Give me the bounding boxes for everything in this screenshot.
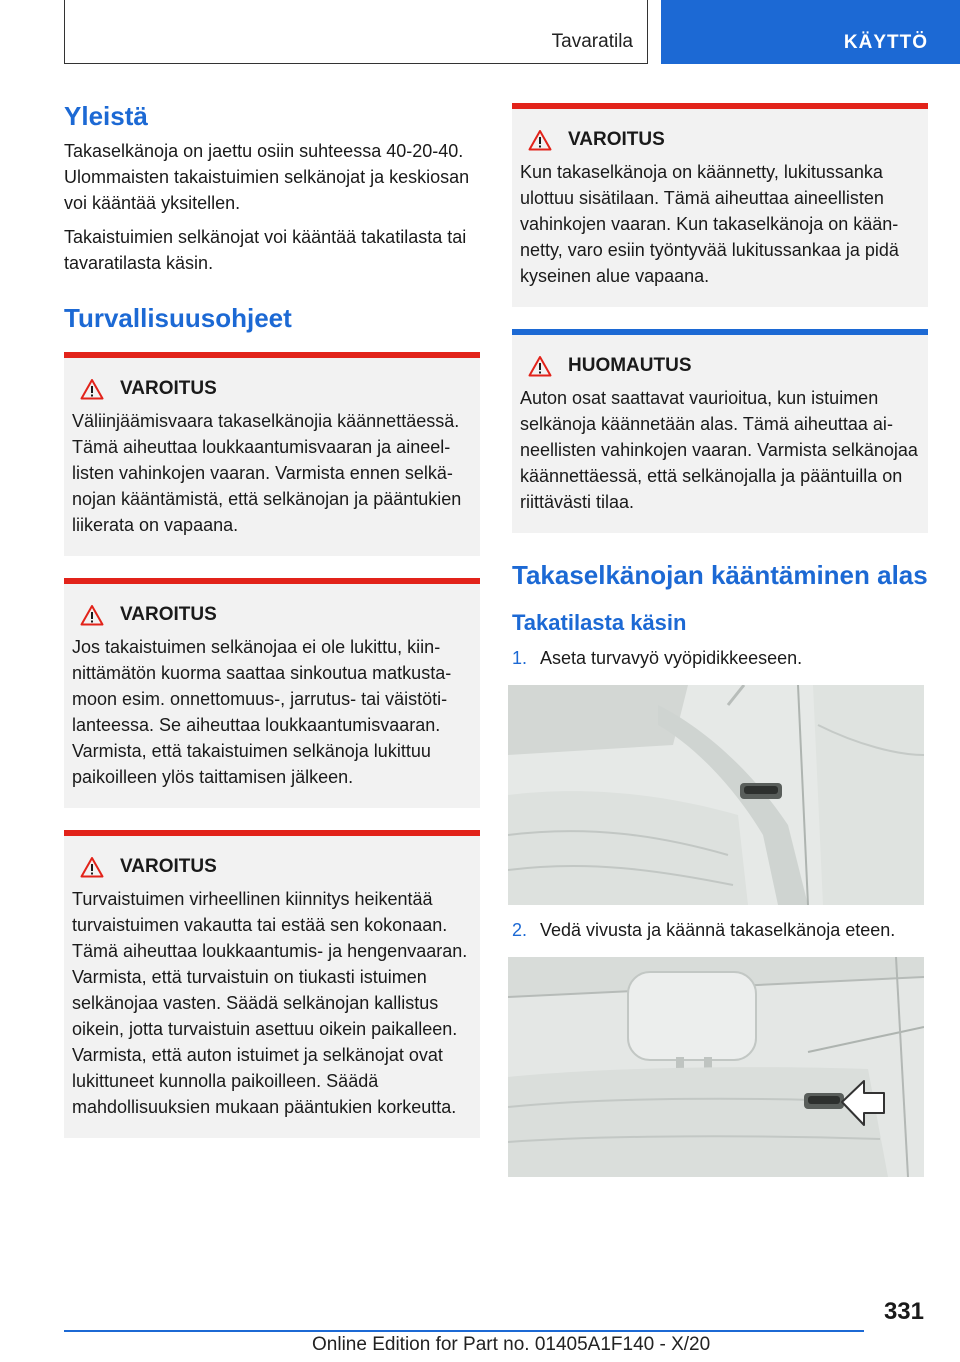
warning-triangle-icon [80, 604, 104, 626]
step-text: Vedä vivusta ja käännä takaselkänoja eteen. [540, 920, 896, 940]
header-chapter-title: KÄYTTÖ [843, 32, 928, 53]
notice-title: HUOMAUTUS [568, 355, 692, 376]
warning-box-3 [64, 830, 480, 1138]
left-column [64, 100, 480, 1160]
warning-box-1 [64, 352, 480, 556]
notice-triangle-icon [528, 355, 552, 377]
warning-triangle-icon [80, 378, 104, 400]
warning-text: Väliinjäämisvaara takaselkänojia käännettäessä. Tämä aiheuttaa loukkaantumisvaaran ja aineellisten vahinkojen vaaran. Varmista ennen selkänojan kääntämistä, että selkänojan ja pääntukien liikerata on vapaana. [72, 411, 462, 535]
heading-fold-down: Takaselkänojan kääntäminen alas [512, 560, 928, 590]
warning-text: Kun takaselkänoja on käännetty, lukitussanka ulottuu sisätilaan. Tämä aiheuttaa aineellisten vahinkojen vaaran. Kun takaselkänoja on käännetty, varo esiin työntyvää lukitussankaa ja pidä kyseinen alue vapaana. [520, 162, 899, 286]
notice-text: Auton osat saattavat vaurioitua, kun istuimen selkänoja käännetään alas. Tämä aiheuttaa aineellisten vahinkojen vaaran. Varmista selkänojaa käännettäessä, että selkänojalla ja pääntuilla on riittävästi tilaa. [520, 388, 918, 512]
paragraph-general-2: Takaistuimien selkänojat voi kääntää takatilasta tai tavaratilasta käsin. [64, 227, 467, 273]
warning-triangle-icon [80, 856, 104, 878]
step-item [512, 917, 928, 943]
warning-title: VAROITUS [568, 129, 665, 150]
illustration-seatbelt-holder [508, 685, 924, 905]
warning-title: VAROITUS [120, 856, 217, 877]
header-section-box [64, 0, 648, 64]
notice-box [512, 329, 928, 533]
footer-edition: Online Edition for Part no. 01405A1F140 - X/20 [312, 1334, 711, 1355]
warning-text: Turvaistuimen virheellinen kiinnitys heikentää turvaistuimen vakautta tai estää sen kokonaan. Tämä aiheuttaa loukkaantumis- ja hengenvaaran. Varmista, että turvaistuin on tiukasti istuimen selkänojaa vasten. Säädä selkänojan kallistus oikein, jotta turvaistuin asettuu oikein paikalleen. Varmista, että auton istuimet ja selkänojat ovat lukittuneet kunnolla paikoilleen. Säädä mahdollisuuksien mukaan pääntukien korkeutta. [72, 889, 468, 1117]
step-item [512, 645, 928, 671]
step-number: 2. [512, 920, 528, 940]
warning-text: Jos takaistuimen selkänojaa ei ole lukittu, kiinnittämätön kuorma saattaa sinkoutua matkustamoon esim. onnettomuus-, jarrutus- tai väistötilanteessa. Se aiheuttaa loukkaantumisvaaran. Varmista, että takaistuimen selkänoja lukittuu paikoilleen ylös taittamisen jälkeen. [72, 637, 452, 787]
warning-box-4 [512, 103, 928, 307]
heading-general: Yleistä [64, 101, 148, 131]
step-text: Aseta turvavyö vyöpidikkeeseen. [540, 648, 803, 668]
heading-from-rear: Takatilasta käsin [512, 610, 687, 635]
warning-title: VAROITUS [120, 604, 217, 625]
heading-safety: Turvallisuusohjeet [64, 303, 292, 333]
warning-triangle-icon [528, 129, 552, 151]
paragraph-general-1: Takaselkänoja on jaettu osiin suhteessa 40‑20‑40. Ulommaisten takaistuimien selkänojat ja keskiosan voi kääntää yksitellen. [64, 141, 470, 213]
warning-title: VAROITUS [120, 378, 217, 399]
illustration-backrest-lever [508, 957, 924, 1177]
page-number: 331 [883, 1298, 924, 1325]
step-number: 1. [512, 648, 528, 668]
right-column [512, 103, 928, 1177]
warning-box-2 [64, 578, 480, 808]
header-section-title: Tavaratila [551, 31, 633, 52]
footer-rule [64, 1330, 864, 1332]
header-chapter-box [661, 0, 960, 64]
